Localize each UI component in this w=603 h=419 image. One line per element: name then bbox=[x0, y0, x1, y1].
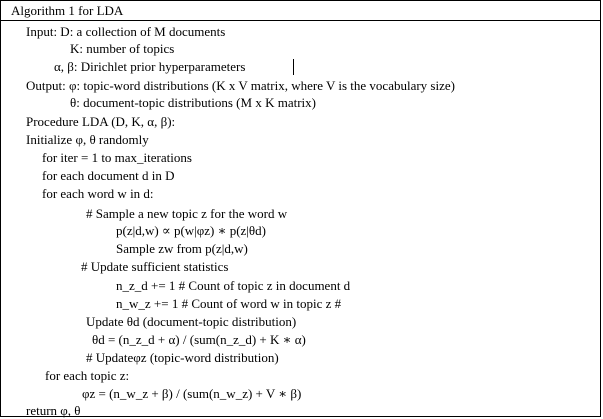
line-return: return φ, θ bbox=[26, 403, 81, 418]
algorithm-title: Algorithm 1 for LDA bbox=[11, 3, 124, 18]
line-for-iter: for iter = 1 to max_iterations bbox=[42, 150, 192, 165]
line-count-topic: n_z_d += 1 # Count of topic z in document d bbox=[116, 278, 351, 293]
line-for-each-word: for each word w in d: bbox=[42, 186, 154, 201]
line-input-k: K: number of topics bbox=[70, 41, 175, 56]
line-procedure: Procedure LDA (D, K, α, β): bbox=[26, 114, 176, 129]
line-sample-z: Sample zw from p(z|d,w) bbox=[116, 241, 248, 256]
line-input-d: Input: D: a collection of M documents bbox=[26, 24, 226, 39]
line-for-each-document: for each document d in D bbox=[42, 168, 175, 183]
text-cursor bbox=[293, 59, 294, 75]
line-input-alpha-beta: α, β: Dirichlet prior hyperparameters bbox=[54, 59, 246, 74]
line-output-phi: Output: φ: topic-word distributions (K x V matrix, where V is the vocabulary size) bbox=[26, 78, 455, 93]
line-for-each-topic: for each topic z: bbox=[45, 368, 130, 383]
line-phi-formula: φz = (n_w_z + β) / (sum(n_w_z) + V ∗ β) bbox=[82, 386, 302, 401]
line-update-theta: Update θd (document-topic distribution) bbox=[86, 314, 297, 329]
line-output-theta: θ: document-topic distributions (M x K matrix) bbox=[70, 95, 316, 110]
line-count-word: n_w_z += 1 # Count of word w in topic z # bbox=[116, 296, 342, 311]
line-probability: p(z|d,w) ∝ p(w|φz) ∗ p(z|θd) bbox=[116, 223, 266, 238]
line-theta-formula: θd = (n_z_d + α) / (sum(n_z_d) + K ∗ α) bbox=[92, 332, 306, 347]
line-comment-update-phi: # Updateφz (topic-word distribution) bbox=[86, 350, 279, 365]
algorithm-caption bbox=[1, 1, 600, 21]
line-comment-update-stats: # Update sufficient statistics bbox=[81, 259, 229, 274]
line-comment-sample: # Sample a new topic z for the word w bbox=[86, 206, 288, 221]
line-initialize: Initialize φ, θ randomly bbox=[26, 132, 149, 147]
